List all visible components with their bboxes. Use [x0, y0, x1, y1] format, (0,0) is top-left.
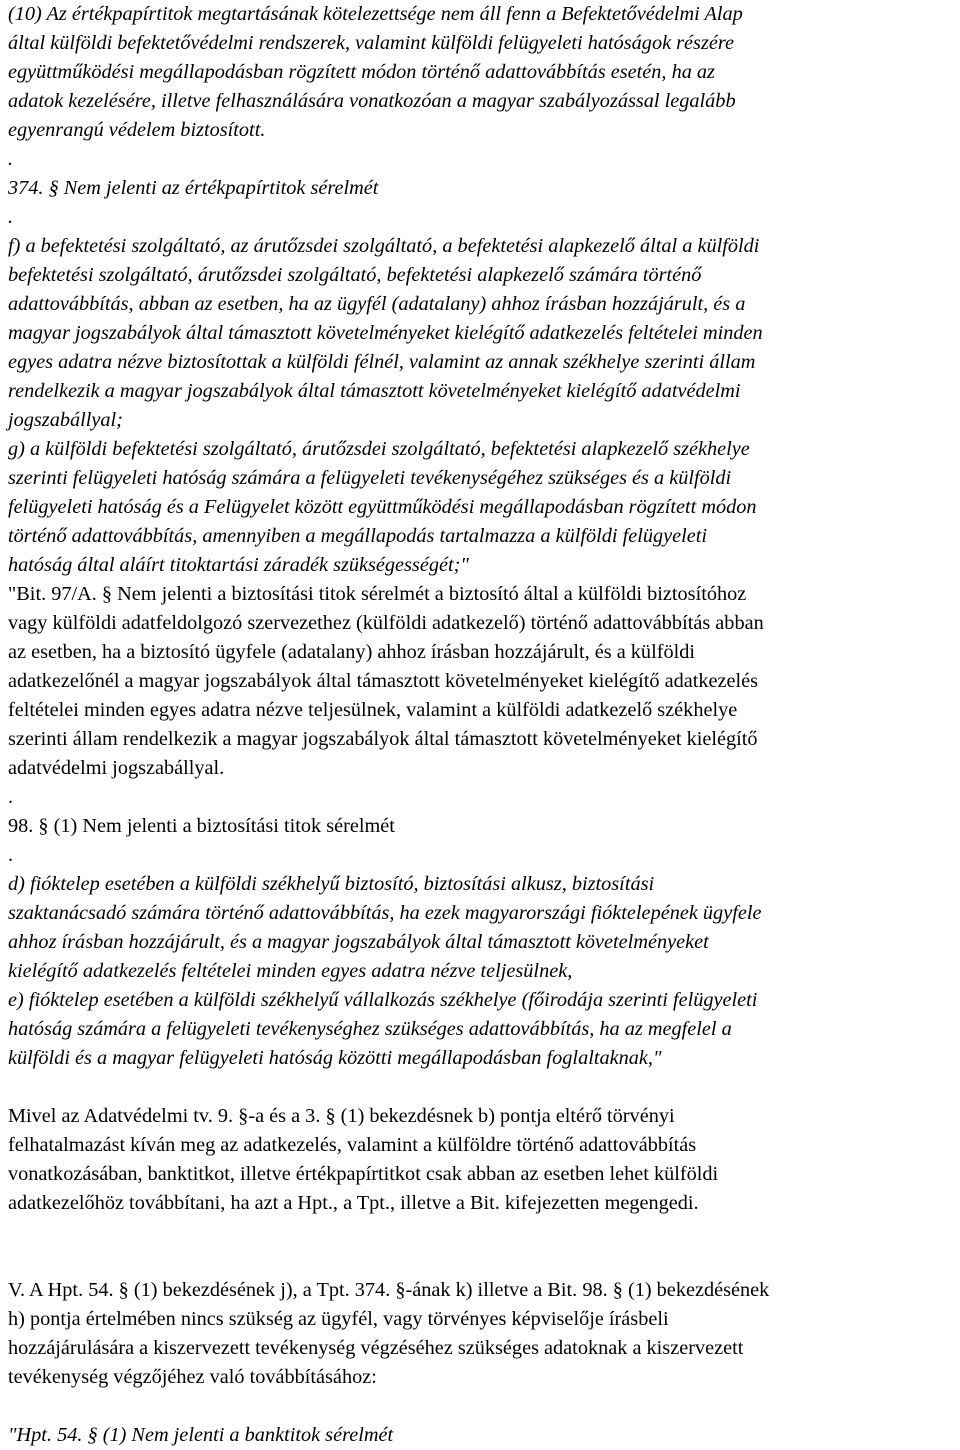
paragraph-bit-97a: "Bit. 97/A. § Nem jelenti a biztosítási titok sérelmét a biztosító által a külföldi biztosítóhoz vagy külföldi adatfeldolgozó szervezethez (külföldi adatkezelő) történő adattovábbítás abban az esetben, ha a biztosító ügyfele (adatalany) ahhoz írásban hozzájárult, és a külföldi adatkezelőnél a magyar jogszabályok által támasztott követelményeket kielégítő adatkezelés feltételei minden egyes adatra nézve teljesülnek, valamint a külföldi adatkezelő székhelye szerinti állam rendelkezik a magyar jogszabályok által támasztott követelményeket kielégítő adatvédelmi jogszabállyal. . 98. § (1) Nem jelenti a biztosítási titok sérelmét .: [8, 583, 764, 866]
spacer: [8, 1247, 958, 1276]
spacer: [8, 1218, 958, 1247]
paragraph-tpt-10: (10) Az értékpapírtitok megtartásának kötelezettsége nem áll fenn a Befektetővédelmi Alap által külföldi befektetővédelmi rendszerek, valamint külföldi felügyeleti hatóságok részére együttműködési megállapodásban rögzített módon történő adattovábbítás esetén, ha az adatok kezelésére, illetve felhasználására vonatkozóan a magyar szabályozással legalább egyenrangú védelem biztosított. . 374. § Nem jelenti az értékpapírtitok sérelmét . f) a befektetési szolgáltató, az árutőzsdei szolgáltató, a befektetési alapkezelő által a külföldi befektetési szolgáltató, árutőzsdei szolgáltató, befektetési alapkezelő számára történő adattovábbítás, abban az esetben, ha az ügyfél (adatalany) ahhoz írásban hozzájárult, és a magyar jogszabályok által támasztott követelményeket kielégítő adatkezelés feltételei minden egyes adatra nézve biztosítottak a külföldi félnél, valamint az annak székhelye szerinti állam rendelkezik a magyar jogszabályok által támasztott követelményeket kielégítő adatvédelmi jogszabállyal; g) a külföldi befektetési szolgáltató, árutőzsdei szolgáltató, befektetési alapkezelő székhelye szerinti felügyeleti hatóság számára a felügyeleti tevékenységéhez szükséges és a külföldi felügyeleti hatóság és a Felügyelet között együttműködési megállapodásban rögzített módon történő adattovábbítás, amennyiben a megállapodás tartalmazza a külföldi felügyeleti hatóság által aláírt titoktartási záradék szükségességét;": [8, 3, 763, 576]
spacer: [8, 1392, 958, 1421]
paragraph-adatvedelmi: Mivel az Adatvédelmi tv. 9. §-a és a 3. § (1) bekezdésnek b) pontja eltérő törvényi felhatalmazást kíván meg az adatkezelés, valamint a külföldre történő adattovábbítás vonatkozásában, banktitkot, illetve értékpapírtitkot csak abban az esetben lehet külföldi adatkezelőhöz továbbítani, ha azt a Hpt., a Tpt., illetve a Bit. kifejezetten megengedi.: [8, 1105, 719, 1214]
paragraph-bit-98-items: d) fióktelep esetében a külföldi székhelyű biztosító, biztosítási alkusz, biztosítási szaktanácsadó számára történő adattovábbítás, ha ezek magyarországi fióktelepének ügyfele ahhoz írásban hozzájárult, és a magyar jogszabályok által támasztott követelményeket kielégítő adatkezelés feltételei minden egyes adatra nézve teljesülnek, e) fióktelep esetében a külföldi székhelyű vállalkozás székhelye (főirodája szerinti felügyeleti hatóság számára a felügyeleti tevékenységhez szükséges adattovábbítás, ha az megfelel a külföldi és a magyar felügyeleti hatóság közötti megállapodásban foglaltaknak,": [8, 873, 762, 1069]
spacer: [8, 1073, 958, 1102]
paragraph-hpt-54: "Hpt. 54. § (1) Nem jelenti a banktitok sérelmét: [8, 1424, 394, 1446]
paragraph-section-v: V. A Hpt. 54. § (1) bekezdésének j), a Tpt. 374. §-ának k) illetve a Bit. 98. § (1) bekezdésének h) pontja értelmében nincs szükség az ügyfél, vagy törvényes képviselője írásbeli hozzájárulására a kiszervezett tevékenység végzéséhez szükséges adatoknak a kiszervezett tevékenység végzőjéhez való továbbításához:: [8, 1279, 770, 1388]
document-page: [8, 0, 958, 1450]
